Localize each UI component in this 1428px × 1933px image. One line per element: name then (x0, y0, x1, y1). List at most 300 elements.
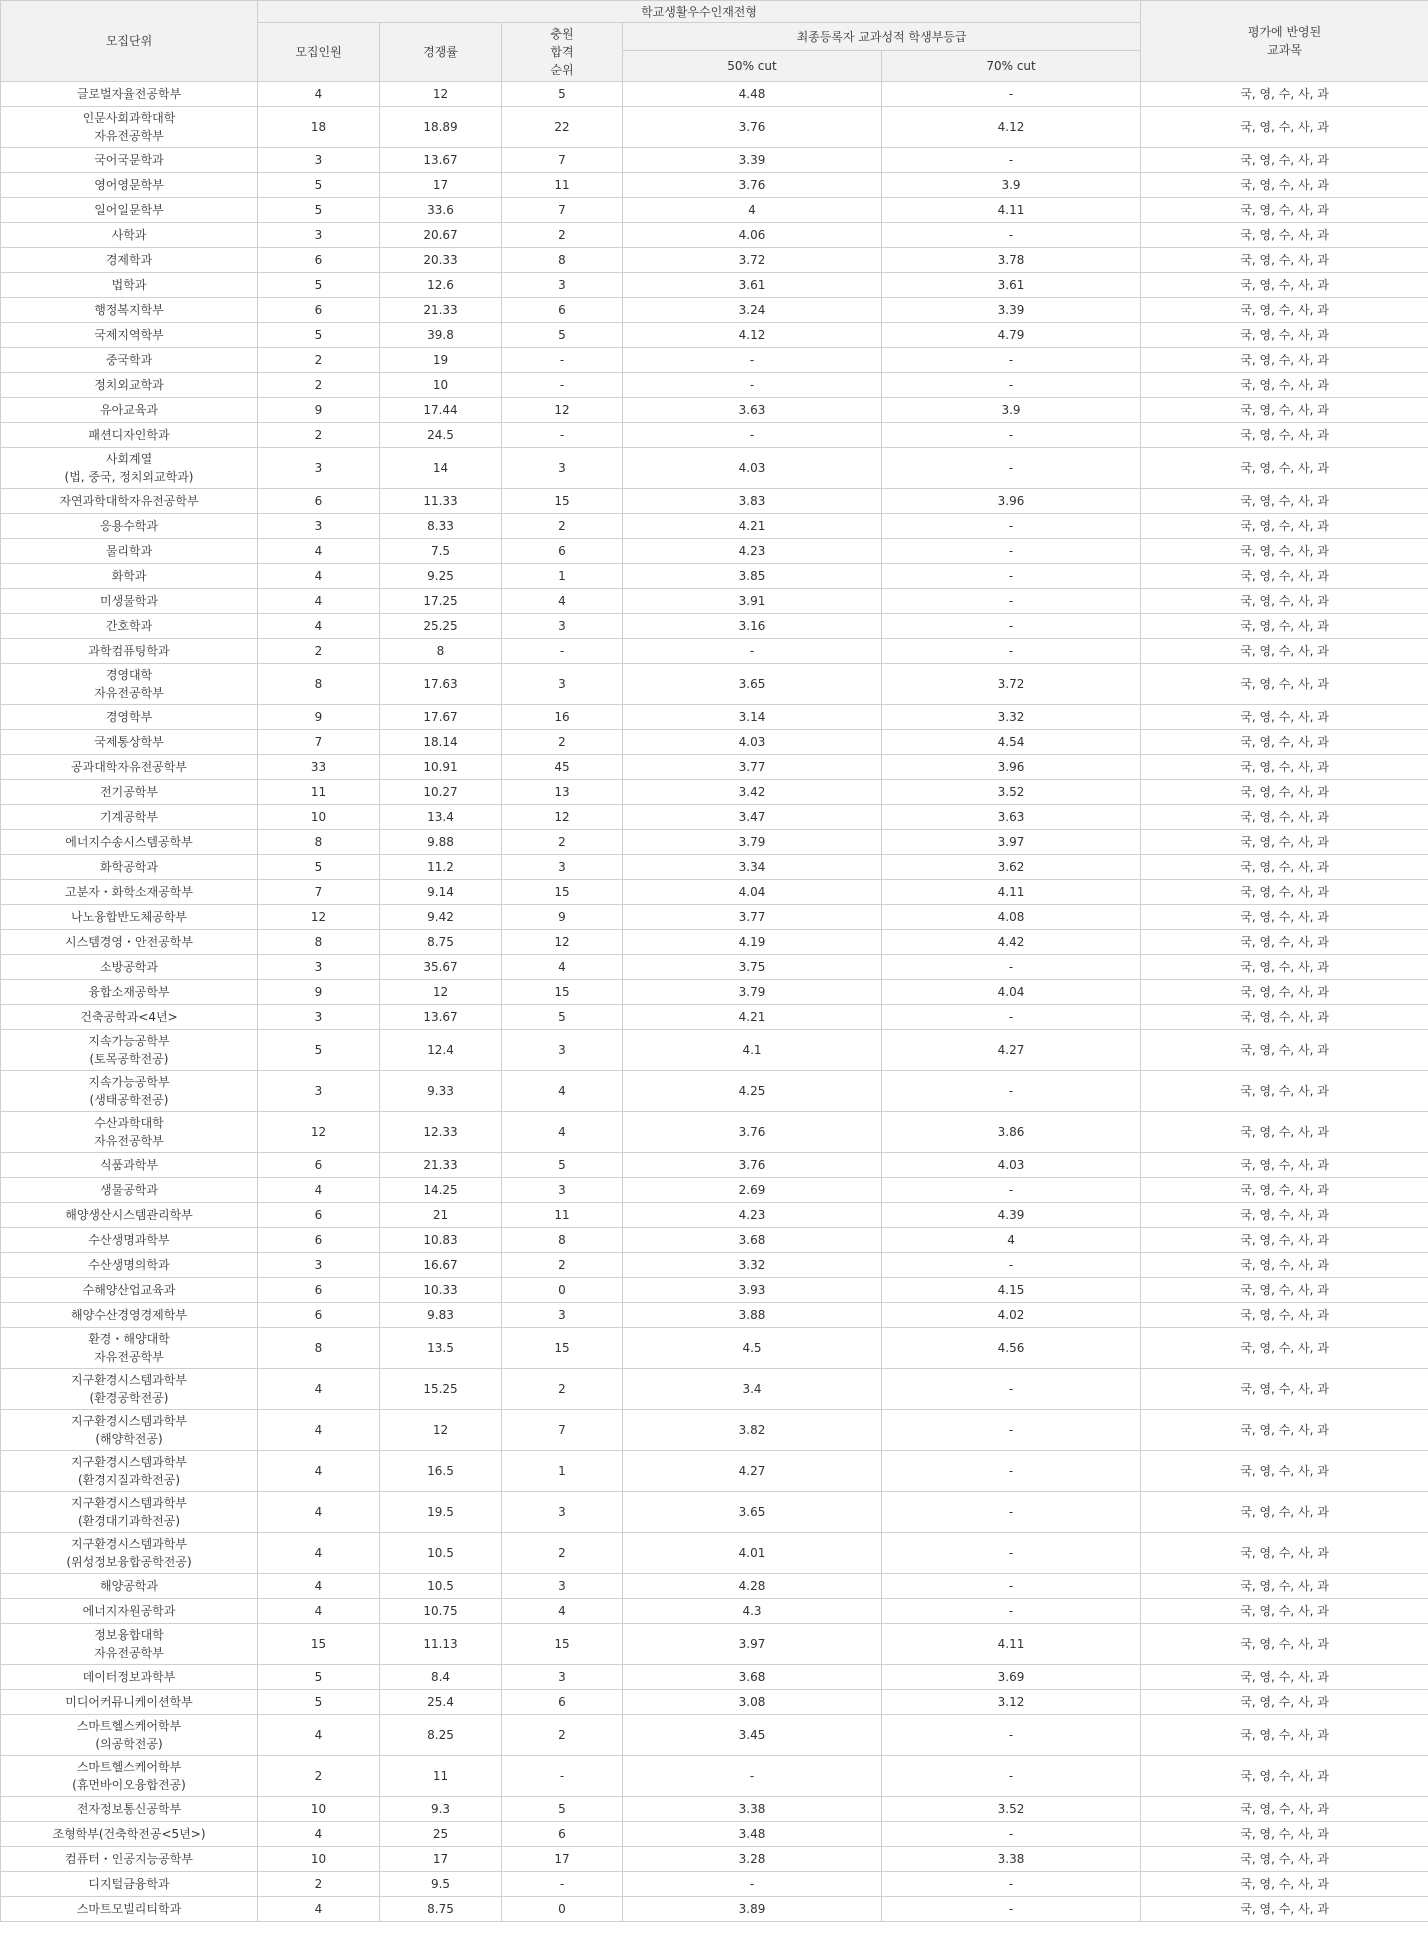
quota-cell: 6 (258, 1203, 380, 1228)
cut70-cell: - (882, 1369, 1141, 1410)
header-program: 학교생활우수인재전형 (258, 1, 1141, 23)
subjects-cell: 국, 영, 수, 사, 과 (1141, 930, 1428, 955)
rank-cell: 15 (502, 980, 623, 1005)
subjects-cell: 국, 영, 수, 사, 과 (1141, 1030, 1428, 1071)
cut50-cell: 3.38 (623, 1797, 882, 1822)
cut70-cell: - (882, 223, 1141, 248)
table-row (1, 1228, 1428, 1253)
quota-cell: 4 (258, 589, 380, 614)
competition-cell: 11.33 (380, 489, 502, 514)
rank-cell: - (502, 1872, 623, 1897)
competition-cell: 8.75 (380, 930, 502, 955)
cut70-cell: 4.39 (882, 1203, 1141, 1228)
competition-cell: 21 (380, 1203, 502, 1228)
rank-cell: 7 (502, 1410, 623, 1451)
unit-cell: 글로벌자율전공학부 (1, 82, 258, 107)
rank-cell: 17 (502, 1847, 623, 1872)
unit-cell: 에너지수송시스템공학부 (1, 830, 258, 855)
quota-cell: 6 (258, 1303, 380, 1328)
competition-cell: 19.5 (380, 1492, 502, 1533)
cut50-cell: 3.88 (623, 1303, 882, 1328)
quota-cell: 10 (258, 1847, 380, 1872)
quota-cell: 4 (258, 539, 380, 564)
cut70-cell: - (882, 448, 1141, 489)
rank-cell: 3 (502, 855, 623, 880)
unit-cell: 자연과학대학자유전공학부 (1, 489, 258, 514)
unit-cell: 행정복지학부 (1, 298, 258, 323)
quota-cell: 7 (258, 730, 380, 755)
subjects-cell: 국, 영, 수, 사, 과 (1141, 589, 1428, 614)
subjects-cell: 국, 영, 수, 사, 과 (1141, 1451, 1428, 1492)
table-row (1, 1599, 1428, 1624)
quota-cell: 4 (258, 1533, 380, 1574)
cut70-cell: 4.08 (882, 905, 1141, 930)
rank-cell: 15 (502, 1328, 623, 1369)
cut70-cell: - (882, 82, 1141, 107)
table-row (1, 373, 1428, 398)
competition-cell: 10.75 (380, 1599, 502, 1624)
cut70-cell: 4.54 (882, 730, 1141, 755)
rank-cell: 3 (502, 1178, 623, 1203)
cut50-cell: 3.93 (623, 1278, 882, 1303)
unit-cell: 지속가능공학부 (생태공학전공) (1, 1071, 258, 1112)
subjects-cell: 국, 영, 수, 사, 과 (1141, 730, 1428, 755)
cut70-cell: 3.62 (882, 855, 1141, 880)
unit-cell: 인문사회과학대학 자유전공학부 (1, 107, 258, 148)
cut70-cell: - (882, 1410, 1141, 1451)
rank-cell: 3 (502, 1574, 623, 1599)
cut50-cell: 4.03 (623, 448, 882, 489)
cut70-cell: 3.63 (882, 805, 1141, 830)
table-row (1, 980, 1428, 1005)
table-row (1, 1112, 1428, 1153)
cut70-cell: - (882, 1492, 1141, 1533)
cut50-cell: 3.72 (623, 248, 882, 273)
subjects-cell: 국, 영, 수, 사, 과 (1141, 1369, 1428, 1410)
quota-cell: 12 (258, 1112, 380, 1153)
subjects-cell: 국, 영, 수, 사, 과 (1141, 173, 1428, 198)
cut50-cell: 3.48 (623, 1822, 882, 1847)
unit-cell: 사학과 (1, 223, 258, 248)
rank-cell: - (502, 1756, 623, 1797)
cut50-cell: 3.4 (623, 1369, 882, 1410)
subjects-cell: 국, 영, 수, 사, 과 (1141, 107, 1428, 148)
quota-cell: 8 (258, 930, 380, 955)
rank-cell: 2 (502, 1253, 623, 1278)
cut50-cell: 3.75 (623, 955, 882, 980)
cut70-cell: 4.42 (882, 930, 1141, 955)
cut70-cell: 4.11 (882, 1624, 1141, 1665)
cut70-cell: - (882, 1005, 1141, 1030)
unit-cell: 에너지자원공학과 (1, 1599, 258, 1624)
quota-cell: 2 (258, 423, 380, 448)
subjects-cell: 국, 영, 수, 사, 과 (1141, 980, 1428, 1005)
table-row (1, 1847, 1428, 1872)
competition-cell: 11.2 (380, 855, 502, 880)
cut70-cell: 3.9 (882, 398, 1141, 423)
quota-cell: 4 (258, 1451, 380, 1492)
cut50-cell: 4.19 (623, 930, 882, 955)
cut50-cell: 4.3 (623, 1599, 882, 1624)
table-row (1, 830, 1428, 855)
rank-cell: 12 (502, 398, 623, 423)
unit-cell: 고분자・화학소재공학부 (1, 880, 258, 905)
quota-cell: 6 (258, 1228, 380, 1253)
cut50-cell: 3.77 (623, 755, 882, 780)
unit-cell: 화학공학과 (1, 855, 258, 880)
quota-cell: 5 (258, 1665, 380, 1690)
subjects-cell: 국, 영, 수, 사, 과 (1141, 1797, 1428, 1822)
subjects-cell: 국, 영, 수, 사, 과 (1141, 1574, 1428, 1599)
subjects-cell: 국, 영, 수, 사, 과 (1141, 1715, 1428, 1756)
cut50-cell: 4.21 (623, 1005, 882, 1030)
cut50-cell: - (623, 639, 882, 664)
table-row (1, 614, 1428, 639)
unit-cell: 전자정보통신공학부 (1, 1797, 258, 1822)
table-row (1, 1303, 1428, 1328)
table-row (1, 589, 1428, 614)
quota-cell: 6 (258, 1153, 380, 1178)
unit-cell: 과학컴퓨팅학과 (1, 639, 258, 664)
quota-cell: 4 (258, 1822, 380, 1847)
quota-cell: 3 (258, 448, 380, 489)
competition-cell: 17.63 (380, 664, 502, 705)
table-row (1, 82, 1428, 107)
table-row (1, 930, 1428, 955)
rank-cell: 3 (502, 1030, 623, 1071)
cut50-cell: 3.16 (623, 614, 882, 639)
competition-cell: 21.33 (380, 1153, 502, 1178)
competition-cell: 21.33 (380, 298, 502, 323)
cut50-cell: 3.76 (623, 1153, 882, 1178)
cut70-cell: 4.11 (882, 880, 1141, 905)
cut50-cell: 3.28 (623, 1847, 882, 1872)
quota-cell: 4 (258, 82, 380, 107)
cut50-cell: 3.76 (623, 173, 882, 198)
rank-cell: 3 (502, 1665, 623, 1690)
subjects-cell: 국, 영, 수, 사, 과 (1141, 1203, 1428, 1228)
quota-cell: 12 (258, 905, 380, 930)
competition-cell: 8.75 (380, 1897, 502, 1922)
table-row (1, 1153, 1428, 1178)
cut50-cell: 3.42 (623, 780, 882, 805)
subjects-cell: 국, 영, 수, 사, 과 (1141, 1756, 1428, 1797)
unit-cell: 전기공학부 (1, 780, 258, 805)
rank-cell: 3 (502, 448, 623, 489)
quota-cell: 4 (258, 1574, 380, 1599)
competition-cell: 17.44 (380, 398, 502, 423)
cut70-cell: 4.11 (882, 198, 1141, 223)
rank-cell: 4 (502, 589, 623, 614)
table-row (1, 1533, 1428, 1574)
cut70-cell: 3.32 (882, 705, 1141, 730)
table-row (1, 639, 1428, 664)
unit-cell: 미디어커뮤니케이션학부 (1, 1690, 258, 1715)
unit-cell: 지구환경시스템과학부 (환경지질과학전공) (1, 1451, 258, 1492)
unit-cell: 데이터정보과학부 (1, 1665, 258, 1690)
unit-cell: 경제학과 (1, 248, 258, 273)
rank-cell: 15 (502, 1624, 623, 1665)
competition-cell: 8.33 (380, 514, 502, 539)
competition-cell: 12 (380, 82, 502, 107)
quota-cell: 9 (258, 398, 380, 423)
table-row (1, 1071, 1428, 1112)
cut70-cell: 3.9 (882, 173, 1141, 198)
quota-cell: 15 (258, 1624, 380, 1665)
quota-cell: 5 (258, 1030, 380, 1071)
cut70-cell: - (882, 1872, 1141, 1897)
unit-cell: 경영대학 자유전공학부 (1, 664, 258, 705)
cut50-cell: 3.82 (623, 1410, 882, 1451)
competition-cell: 9.42 (380, 905, 502, 930)
cut70-cell: - (882, 564, 1141, 589)
cut50-cell: - (623, 423, 882, 448)
rank-cell: 1 (502, 1451, 623, 1492)
competition-cell: 24.5 (380, 423, 502, 448)
quota-cell: 6 (258, 298, 380, 323)
unit-cell: 간호학과 (1, 614, 258, 639)
cut50-cell: 4.06 (623, 223, 882, 248)
rank-cell: 15 (502, 489, 623, 514)
unit-cell: 해양수산경영경제학부 (1, 1303, 258, 1328)
rank-cell: 2 (502, 730, 623, 755)
unit-cell: 스마트헬스케어학부 (의공학전공) (1, 1715, 258, 1756)
header-quota: 모집인원 (258, 23, 380, 82)
table-row (1, 173, 1428, 198)
rank-cell: 0 (502, 1897, 623, 1922)
cut50-cell: 4.1 (623, 1030, 882, 1071)
table-row (1, 248, 1428, 273)
cut50-cell: 4.21 (623, 514, 882, 539)
header-grade-group: 최종등록자 교과성적 학생부등급 (623, 23, 1141, 51)
unit-cell: 나노융합반도체공학부 (1, 905, 258, 930)
cut50-cell: 3.91 (623, 589, 882, 614)
table-row (1, 489, 1428, 514)
competition-cell: 10.33 (380, 1278, 502, 1303)
quota-cell: 4 (258, 614, 380, 639)
table-row (1, 1690, 1428, 1715)
competition-cell: 25 (380, 1822, 502, 1847)
cut70-cell: 3.78 (882, 248, 1141, 273)
table-row (1, 423, 1428, 448)
cut50-cell: 3.89 (623, 1897, 882, 1922)
competition-cell: 8 (380, 639, 502, 664)
subjects-cell: 국, 영, 수, 사, 과 (1141, 1278, 1428, 1303)
cut70-cell: - (882, 373, 1141, 398)
rank-cell: - (502, 348, 623, 373)
subjects-cell: 국, 영, 수, 사, 과 (1141, 1533, 1428, 1574)
cut70-cell: - (882, 1451, 1141, 1492)
subjects-cell: 국, 영, 수, 사, 과 (1141, 1599, 1428, 1624)
table-row (1, 107, 1428, 148)
cut50-cell: - (623, 1872, 882, 1897)
unit-cell: 정치외교학과 (1, 373, 258, 398)
unit-cell: 국제지역학부 (1, 323, 258, 348)
cut70-cell: - (882, 348, 1141, 373)
unit-cell: 수해양산업교육과 (1, 1278, 258, 1303)
table-row (1, 564, 1428, 589)
unit-cell: 정보융합대학 자유전공학부 (1, 1624, 258, 1665)
cut70-cell: 3.12 (882, 1690, 1141, 1715)
quota-cell: 11 (258, 780, 380, 805)
subjects-cell: 국, 영, 수, 사, 과 (1141, 564, 1428, 589)
subjects-cell: 국, 영, 수, 사, 과 (1141, 1492, 1428, 1533)
cut70-cell: - (882, 1756, 1141, 1797)
unit-cell: 건축공학과<4년> (1, 1005, 258, 1030)
subjects-cell: 국, 영, 수, 사, 과 (1141, 1872, 1428, 1897)
subjects-cell: 국, 영, 수, 사, 과 (1141, 1005, 1428, 1030)
rank-cell: 12 (502, 930, 623, 955)
cut50-cell: 3.47 (623, 805, 882, 830)
quota-cell: 3 (258, 223, 380, 248)
unit-cell: 미생물학과 (1, 589, 258, 614)
competition-cell: 19 (380, 348, 502, 373)
rank-cell: 22 (502, 107, 623, 148)
cut70-cell: 4.02 (882, 1303, 1141, 1328)
competition-cell: 35.67 (380, 955, 502, 980)
competition-cell: 13.5 (380, 1328, 502, 1369)
subjects-cell: 국, 영, 수, 사, 과 (1141, 1253, 1428, 1278)
table-body (1, 82, 1428, 1922)
competition-cell: 12 (380, 1410, 502, 1451)
rank-cell: 4 (502, 1112, 623, 1153)
subjects-cell: 국, 영, 수, 사, 과 (1141, 639, 1428, 664)
competition-cell: 33.6 (380, 198, 502, 223)
competition-cell: 10.27 (380, 780, 502, 805)
rank-cell: 6 (502, 1690, 623, 1715)
cut50-cell: 3.85 (623, 564, 882, 589)
unit-cell: 경영학부 (1, 705, 258, 730)
table-row (1, 1715, 1428, 1756)
competition-cell: 10.5 (380, 1533, 502, 1574)
competition-cell: 25.25 (380, 614, 502, 639)
subjects-cell: 국, 영, 수, 사, 과 (1141, 1690, 1428, 1715)
rank-cell: 2 (502, 223, 623, 248)
rank-cell: 11 (502, 173, 623, 198)
quota-cell: 5 (258, 855, 380, 880)
subjects-cell: 국, 영, 수, 사, 과 (1141, 1112, 1428, 1153)
quota-cell: 9 (258, 980, 380, 1005)
cut50-cell: 3.76 (623, 107, 882, 148)
subjects-cell: 국, 영, 수, 사, 과 (1141, 1071, 1428, 1112)
table-row (1, 1822, 1428, 1847)
unit-cell: 패션디자인학과 (1, 423, 258, 448)
rank-cell: 2 (502, 1533, 623, 1574)
cut50-cell: 3.32 (623, 1253, 882, 1278)
table-row (1, 880, 1428, 905)
cut50-cell: 2.69 (623, 1178, 882, 1203)
cut50-cell: 4 (623, 198, 882, 223)
quota-cell: 33 (258, 755, 380, 780)
competition-cell: 14.25 (380, 1178, 502, 1203)
rank-cell: 9 (502, 905, 623, 930)
competition-cell: 17 (380, 1847, 502, 1872)
quota-cell: 2 (258, 639, 380, 664)
cut70-cell: 4.27 (882, 1030, 1141, 1071)
cut70-cell: - (882, 539, 1141, 564)
competition-cell: 10.5 (380, 1574, 502, 1599)
unit-cell: 법학과 (1, 273, 258, 298)
quota-cell: 6 (258, 489, 380, 514)
unit-cell: 지구환경시스템과학부 (환경공학전공) (1, 1369, 258, 1410)
subjects-cell: 국, 영, 수, 사, 과 (1141, 780, 1428, 805)
cut70-cell: 3.97 (882, 830, 1141, 855)
quota-cell: 18 (258, 107, 380, 148)
rank-cell: 5 (502, 1153, 623, 1178)
competition-cell: 16.5 (380, 1451, 502, 1492)
unit-cell: 지구환경시스템과학부 (환경대기과학전공) (1, 1492, 258, 1533)
cut50-cell: 3.34 (623, 855, 882, 880)
quota-cell: 3 (258, 1253, 380, 1278)
unit-cell: 일어일문학부 (1, 198, 258, 223)
cut70-cell: 4.79 (882, 323, 1141, 348)
unit-cell: 지구환경시스템과학부 (해양학전공) (1, 1410, 258, 1451)
rank-cell: - (502, 423, 623, 448)
cut50-cell: 4.48 (623, 82, 882, 107)
cut70-cell: 3.52 (882, 1797, 1141, 1822)
cut50-cell: 4.04 (623, 880, 882, 905)
competition-cell: 13.67 (380, 148, 502, 173)
table-row (1, 273, 1428, 298)
competition-cell: 18.89 (380, 107, 502, 148)
unit-cell: 시스템경영・안전공학부 (1, 930, 258, 955)
competition-cell: 18.14 (380, 730, 502, 755)
cut70-cell: 3.39 (882, 298, 1141, 323)
table-row (1, 1624, 1428, 1665)
competition-cell: 9.88 (380, 830, 502, 855)
rank-cell: 6 (502, 298, 623, 323)
unit-cell: 해양공학과 (1, 1574, 258, 1599)
table-row (1, 1574, 1428, 1599)
cut50-cell: 3.24 (623, 298, 882, 323)
quota-cell: 10 (258, 1797, 380, 1822)
quota-cell: 3 (258, 955, 380, 980)
cut70-cell: 4.15 (882, 1278, 1141, 1303)
subjects-cell: 국, 영, 수, 사, 과 (1141, 373, 1428, 398)
rank-cell: 15 (502, 880, 623, 905)
header-subjects: 평가에 반영된 교과목 (1141, 1, 1428, 82)
cut50-cell: 3.68 (623, 1228, 882, 1253)
rank-cell: 5 (502, 1005, 623, 1030)
cut70-cell: 3.69 (882, 1665, 1141, 1690)
unit-cell: 지구환경시스템과학부 (위성정보융합공학전공) (1, 1533, 258, 1574)
cut50-cell: 4.12 (623, 323, 882, 348)
cut70-cell: 3.38 (882, 1847, 1141, 1872)
header-unit: 모집단위 (1, 1, 258, 82)
competition-cell: 11 (380, 1756, 502, 1797)
subjects-cell: 국, 영, 수, 사, 과 (1141, 398, 1428, 423)
rank-cell: - (502, 373, 623, 398)
unit-cell: 수산과학대학 자유전공학부 (1, 1112, 258, 1153)
competition-cell: 14 (380, 448, 502, 489)
table-row (1, 539, 1428, 564)
rank-cell: 3 (502, 1303, 623, 1328)
rank-cell: 5 (502, 323, 623, 348)
table-row (1, 1897, 1428, 1922)
cut70-cell: - (882, 1897, 1141, 1922)
cut50-cell: - (623, 1756, 882, 1797)
subjects-cell: 국, 영, 수, 사, 과 (1141, 514, 1428, 539)
rank-cell: 3 (502, 614, 623, 639)
unit-cell: 공과대학자유전공학부 (1, 755, 258, 780)
subjects-cell: 국, 영, 수, 사, 과 (1141, 805, 1428, 830)
cut50-cell: 3.79 (623, 830, 882, 855)
quota-cell: 8 (258, 664, 380, 705)
cut50-cell: 3.77 (623, 905, 882, 930)
competition-cell: 11.13 (380, 1624, 502, 1665)
cut50-cell: 3.79 (623, 980, 882, 1005)
table-row (1, 1369, 1428, 1410)
